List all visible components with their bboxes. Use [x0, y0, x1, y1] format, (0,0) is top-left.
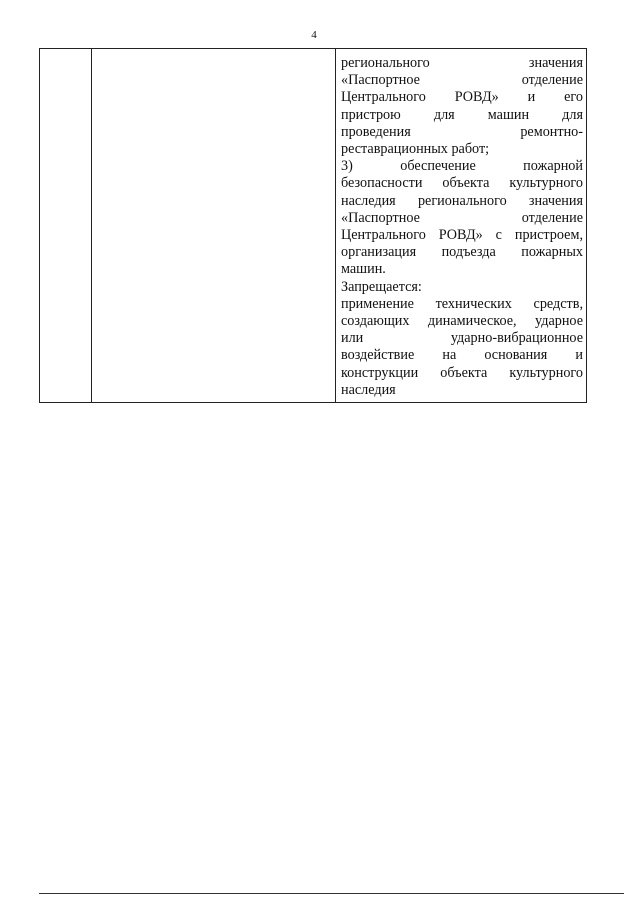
page-number: 4 [311, 29, 317, 41]
requirements-text-line: Центрального РОВД» с пристроем, [341, 227, 583, 244]
requirements-text-line: Центрального РОВД» и его [341, 89, 583, 106]
requirements-text-line: безопасности объекта культурного [341, 175, 583, 192]
table-cell-requirements [336, 49, 586, 402]
footer-rule [39, 893, 624, 894]
requirements-text-line: регионального значения [341, 55, 583, 71]
requirements-text-line: машин. [341, 261, 386, 278]
requirements-text-line: применение технических средств, [341, 295, 583, 312]
requirements-text-line: наследия регионального значения [341, 192, 583, 209]
requirements-text-line: 3) обеспечение пожарной [341, 158, 583, 175]
requirements-text-line: пристрою для машин для [341, 106, 583, 123]
document-table [39, 48, 587, 403]
requirements-text-line: или ударно-вибрационное [341, 330, 583, 347]
requirements-text-line: проведения ремонтно- [341, 123, 583, 140]
table-cell-object [92, 49, 336, 402]
table-cell-number [40, 49, 92, 402]
requirements-text-line: конструкции объекта культурного [341, 364, 583, 381]
requirements-text-line: реставрационных работ; [341, 141, 490, 158]
requirements-text-line: наследия [341, 381, 396, 398]
requirements-text-line: организация подъезда пожарных [341, 244, 583, 261]
requirements-text-line: воздействие на основания и [341, 347, 583, 364]
requirements-text-line: «Паспортное отделение [341, 209, 583, 226]
requirements-text-line: Запрещается: [341, 278, 422, 295]
requirements-text-line: «Паспортное отделение [341, 72, 583, 89]
requirements-text-line: создающих динамическое, ударное [341, 313, 583, 330]
